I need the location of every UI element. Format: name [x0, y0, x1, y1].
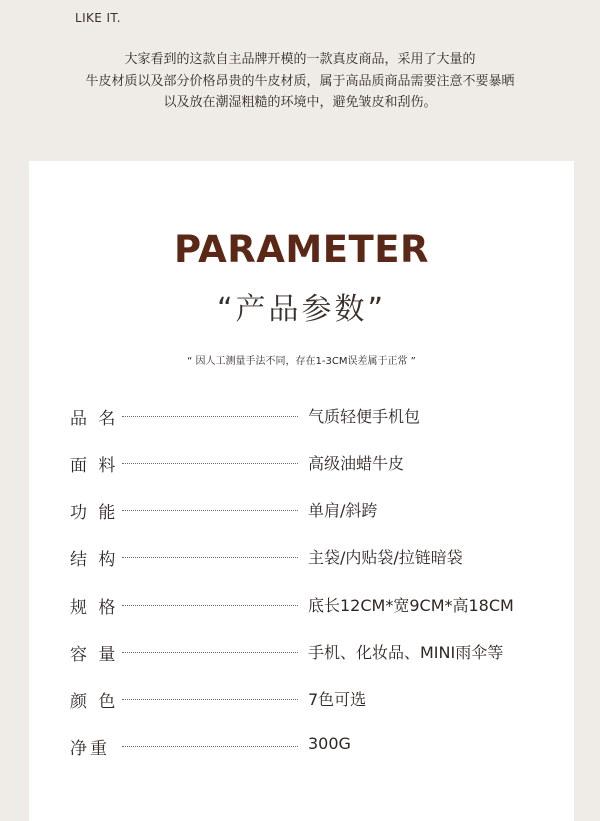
param-label: 面 料	[70, 456, 119, 476]
param-row-size	[70, 593, 550, 617]
param-label: 品 名	[70, 409, 119, 429]
dotted-leader	[122, 463, 298, 464]
param-row-color	[70, 687, 550, 711]
dotted-leader	[122, 699, 298, 700]
param-value: 高级油蜡牛皮	[308, 454, 405, 473]
param-row-name	[70, 404, 550, 428]
param-value: 300G	[308, 734, 351, 753]
param-row-capacity	[70, 640, 550, 664]
param-label: 净重	[70, 739, 110, 759]
intro-line: 牛皮材质以及部分价格昂贵的牛皮材质，属于高品质商品需要注意不要暴晒	[85, 73, 515, 89]
param-value: 气质轻便手机包	[308, 407, 421, 426]
parameter-title-cn: “产品参数”	[216, 292, 387, 327]
parameter-title-en: PARAMETER	[173, 228, 430, 271]
param-value: 单肩/斜跨	[308, 501, 378, 520]
intro-line: 大家看到的这款自主品牌开模的一款真皮商品，采用了大量的	[124, 52, 476, 67]
param-label: 颜 色	[70, 692, 119, 712]
param-label: 结 构	[70, 550, 119, 570]
param-value: 7色可选	[308, 690, 367, 709]
param-row-structure	[70, 545, 550, 569]
param-row-weight	[70, 734, 550, 758]
parameter-card	[29, 161, 574, 821]
top-text: LIKE IT.	[75, 11, 121, 25]
intro-paragraph	[0, 49, 600, 114]
param-value: 底长12CM*宽9CM*高18CM	[308, 596, 514, 615]
dotted-leader	[122, 605, 298, 606]
dotted-leader	[122, 746, 298, 747]
param-value: 手机、化妆品、MINI雨伞等	[308, 643, 504, 662]
dotted-leader	[122, 510, 298, 511]
dotted-leader	[122, 416, 298, 417]
param-row-material	[70, 451, 550, 475]
param-row-function	[70, 498, 550, 522]
param-value: 主袋/内贴袋/拉链暗袋	[308, 548, 463, 567]
measurement-note: “ 因人工测量手法不同，存在1-3CM误差属于正常 ”	[187, 356, 416, 367]
param-label: 容 量	[70, 645, 119, 665]
param-label: 规 格	[70, 598, 119, 618]
intro-line: 以及放在潮湿粗糙的环境中，避免皱皮和刮伤。	[163, 95, 437, 110]
dotted-leader	[122, 557, 298, 558]
param-label: 功 能	[70, 503, 119, 523]
dotted-leader	[122, 652, 298, 653]
